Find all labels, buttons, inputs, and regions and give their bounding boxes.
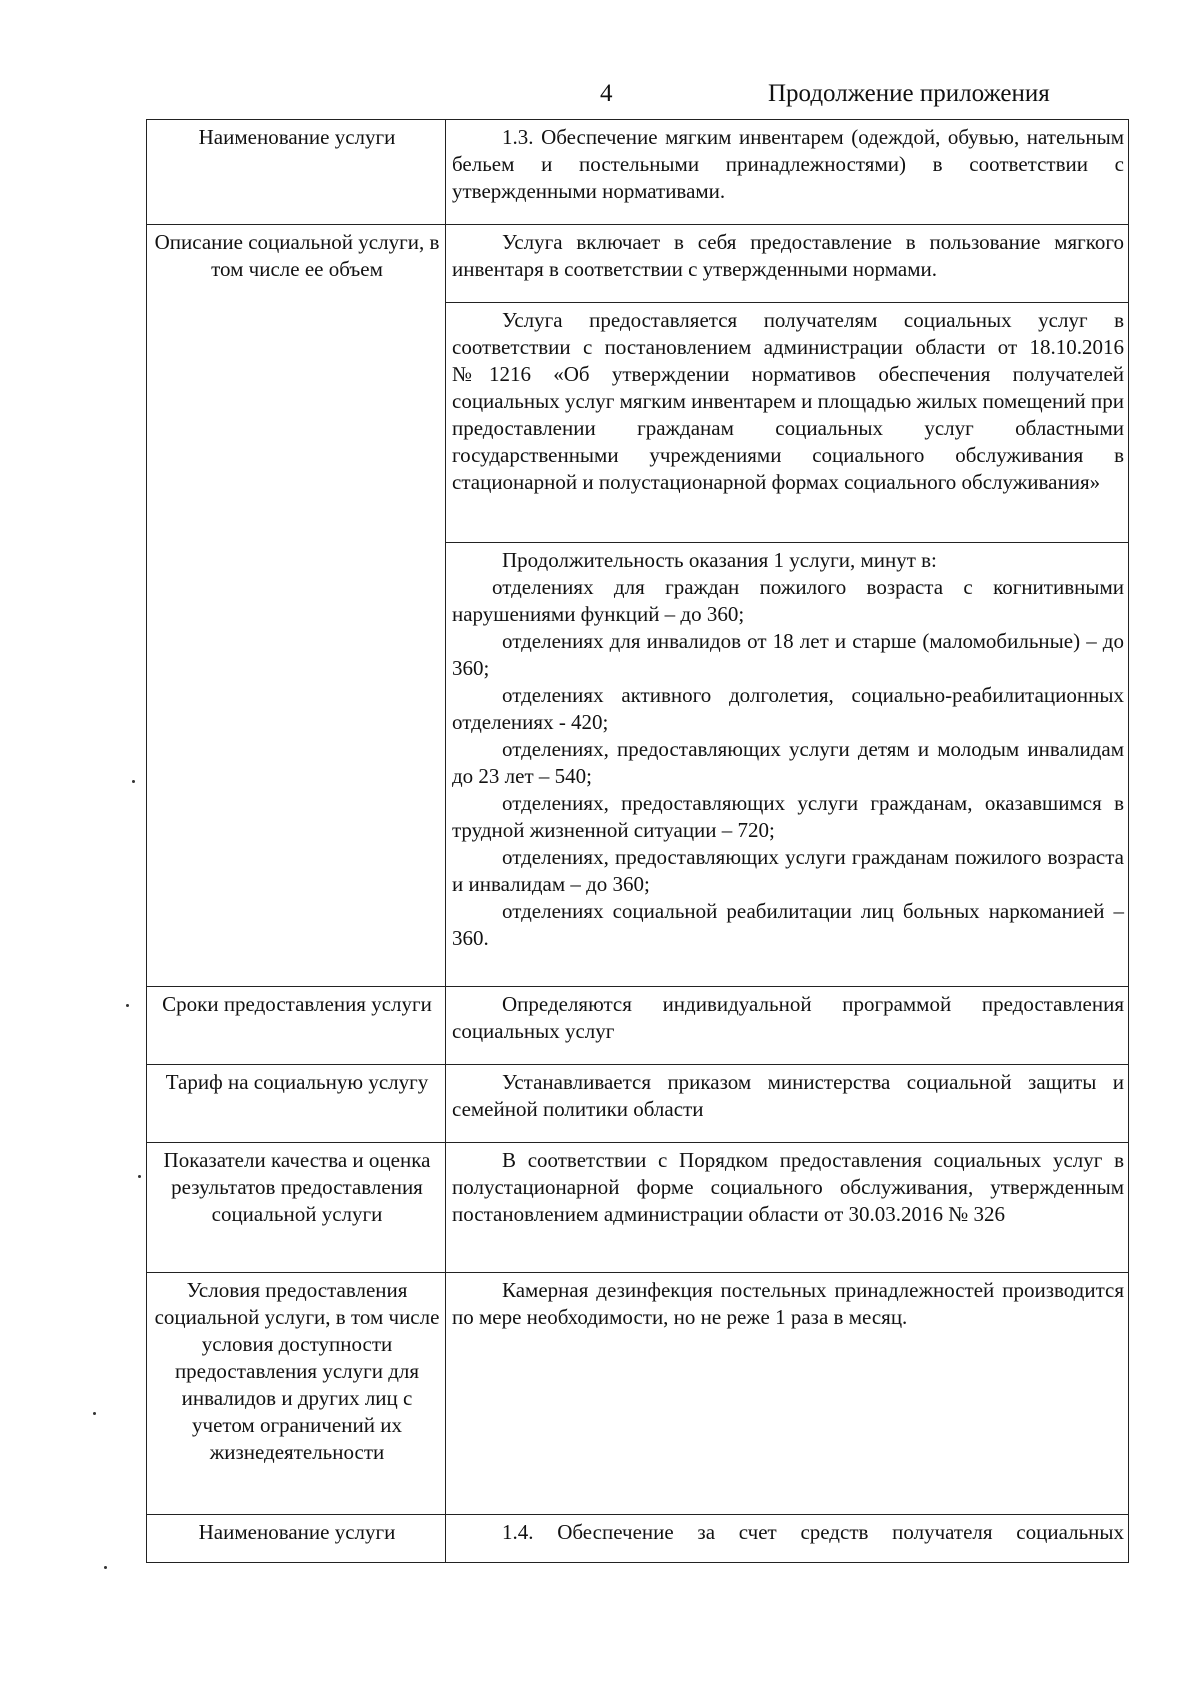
duration-item: отделениях для инвалидов от 18 лет и старше (маломобильные) – до 360; <box>452 629 1124 680</box>
service-name-text: 1.3. Обеспечение мягким инвентарем (одеждой, обувью, нательным бельем и постельными принадлежностями) в соответствии с утвержденными нормативами. <box>452 125 1124 203</box>
table-row <box>147 1273 1129 1515</box>
scan-speck <box>93 1412 96 1415</box>
table-row <box>147 1143 1129 1273</box>
row-label-description: Описание социальной услуги, в том числе ее объем <box>147 225 446 987</box>
duration-item: отделениях, предоставляющих услуги гражданам пожилого возраста и инвалидам – до 360; <box>452 845 1124 896</box>
description-text-1: Услуга включает в себя предоставление в пользование мягкого инвентаря в соответствии с утвержденными нормами. <box>452 230 1124 281</box>
table-row <box>147 1065 1129 1143</box>
row-label-tariff: Тариф на социальную услугу <box>147 1065 446 1143</box>
scan-speck <box>132 780 135 783</box>
row-label-terms: Сроки предоставления услуги <box>147 987 446 1065</box>
description-text-2: Услуга предоставляется получателям социальных услуг в соответствии с постановлением администрации области от 18.10.2016 №1216 «Об утверждении нормативов обеспечения получателей социальных услуг мягким инвентарем и площадью жилых помещений при предоставлении гражданам социальных услуг областными государственными учреждениями социального обслуживания в стационарной и полустационарной формах социального обслуживания» <box>452 308 1124 494</box>
row-label-service-name-2: Наименование услуги <box>147 1515 446 1563</box>
table-row <box>147 1515 1129 1563</box>
scan-speck <box>126 1004 129 1007</box>
scan-speck <box>104 1566 107 1569</box>
row-label-service-name: Наименование услуги <box>147 120 446 225</box>
duration-intro: Продолжительность оказания 1 услуги, минут в: <box>502 548 937 572</box>
table-row <box>147 225 1129 303</box>
description-paragraph-2 <box>446 303 1129 543</box>
duration-item: отделениях для граждан пожилого возраста с когнитивными нарушениями функций – до 360; <box>452 575 1124 626</box>
description-paragraph-1 <box>446 225 1129 303</box>
row-value-tariff <box>446 1065 1129 1143</box>
row-value-terms <box>446 987 1129 1065</box>
conditions-text: Камерная дезинфекция постельных принадлежностей производится по мере необходимости, но не реже 1 раза в месяц. <box>452 1278 1124 1329</box>
service-name-2-text: 1.4. Обеспечение за счет средств получателя социальных <box>502 1520 1124 1544</box>
tariff-text: Устанавливается приказом министерства социальной защиты и семейной политики области <box>452 1070 1124 1121</box>
table-row <box>147 987 1129 1065</box>
description-paragraph-3 <box>446 543 1129 987</box>
row-label-quality: Показатели качества и оценка результатов предоставления социальной услуги <box>147 1143 446 1273</box>
continuation-title: Продолжение приложения <box>768 80 1050 107</box>
row-value-service-name-2 <box>446 1515 1129 1563</box>
duration-item: отделениях социальной реабилитации лиц больных наркоманией – 360. <box>452 899 1124 950</box>
terms-text: Определяются индивидуальной программой предоставления социальных услуг <box>452 992 1124 1043</box>
page-number: 4 <box>600 80 613 107</box>
table-row <box>147 120 1129 225</box>
quality-text: В соответствии с Порядком предоставления социальных услуг в полустационарной форме социального обслуживания, утвержденным постановлением администрации области от 30.03.2016 № 326 <box>452 1148 1124 1226</box>
service-table <box>146 119 1129 1563</box>
duration-item: отделениях, предоставляющих услуги гражданам, оказавшимся в трудной жизненной ситуации – 720; <box>452 791 1124 842</box>
row-value-conditions <box>446 1273 1129 1515</box>
row-label-conditions: Условия предоставления социальной услуги, в том числе условия доступности предоставления услуги для инвалидов и других лиц с учетом ограничений их жизнедеятельности <box>147 1273 446 1515</box>
row-value-service-name <box>446 120 1129 225</box>
scan-speck <box>138 1175 141 1178</box>
duration-item: отделениях активного долголетия, социально-реабилитационных отделениях - 420; <box>452 683 1124 734</box>
duration-item: отделениях, предоставляющих услуги детям и молодым инвалидам до 23 лет – 540; <box>452 737 1124 788</box>
row-value-quality <box>446 1143 1129 1273</box>
